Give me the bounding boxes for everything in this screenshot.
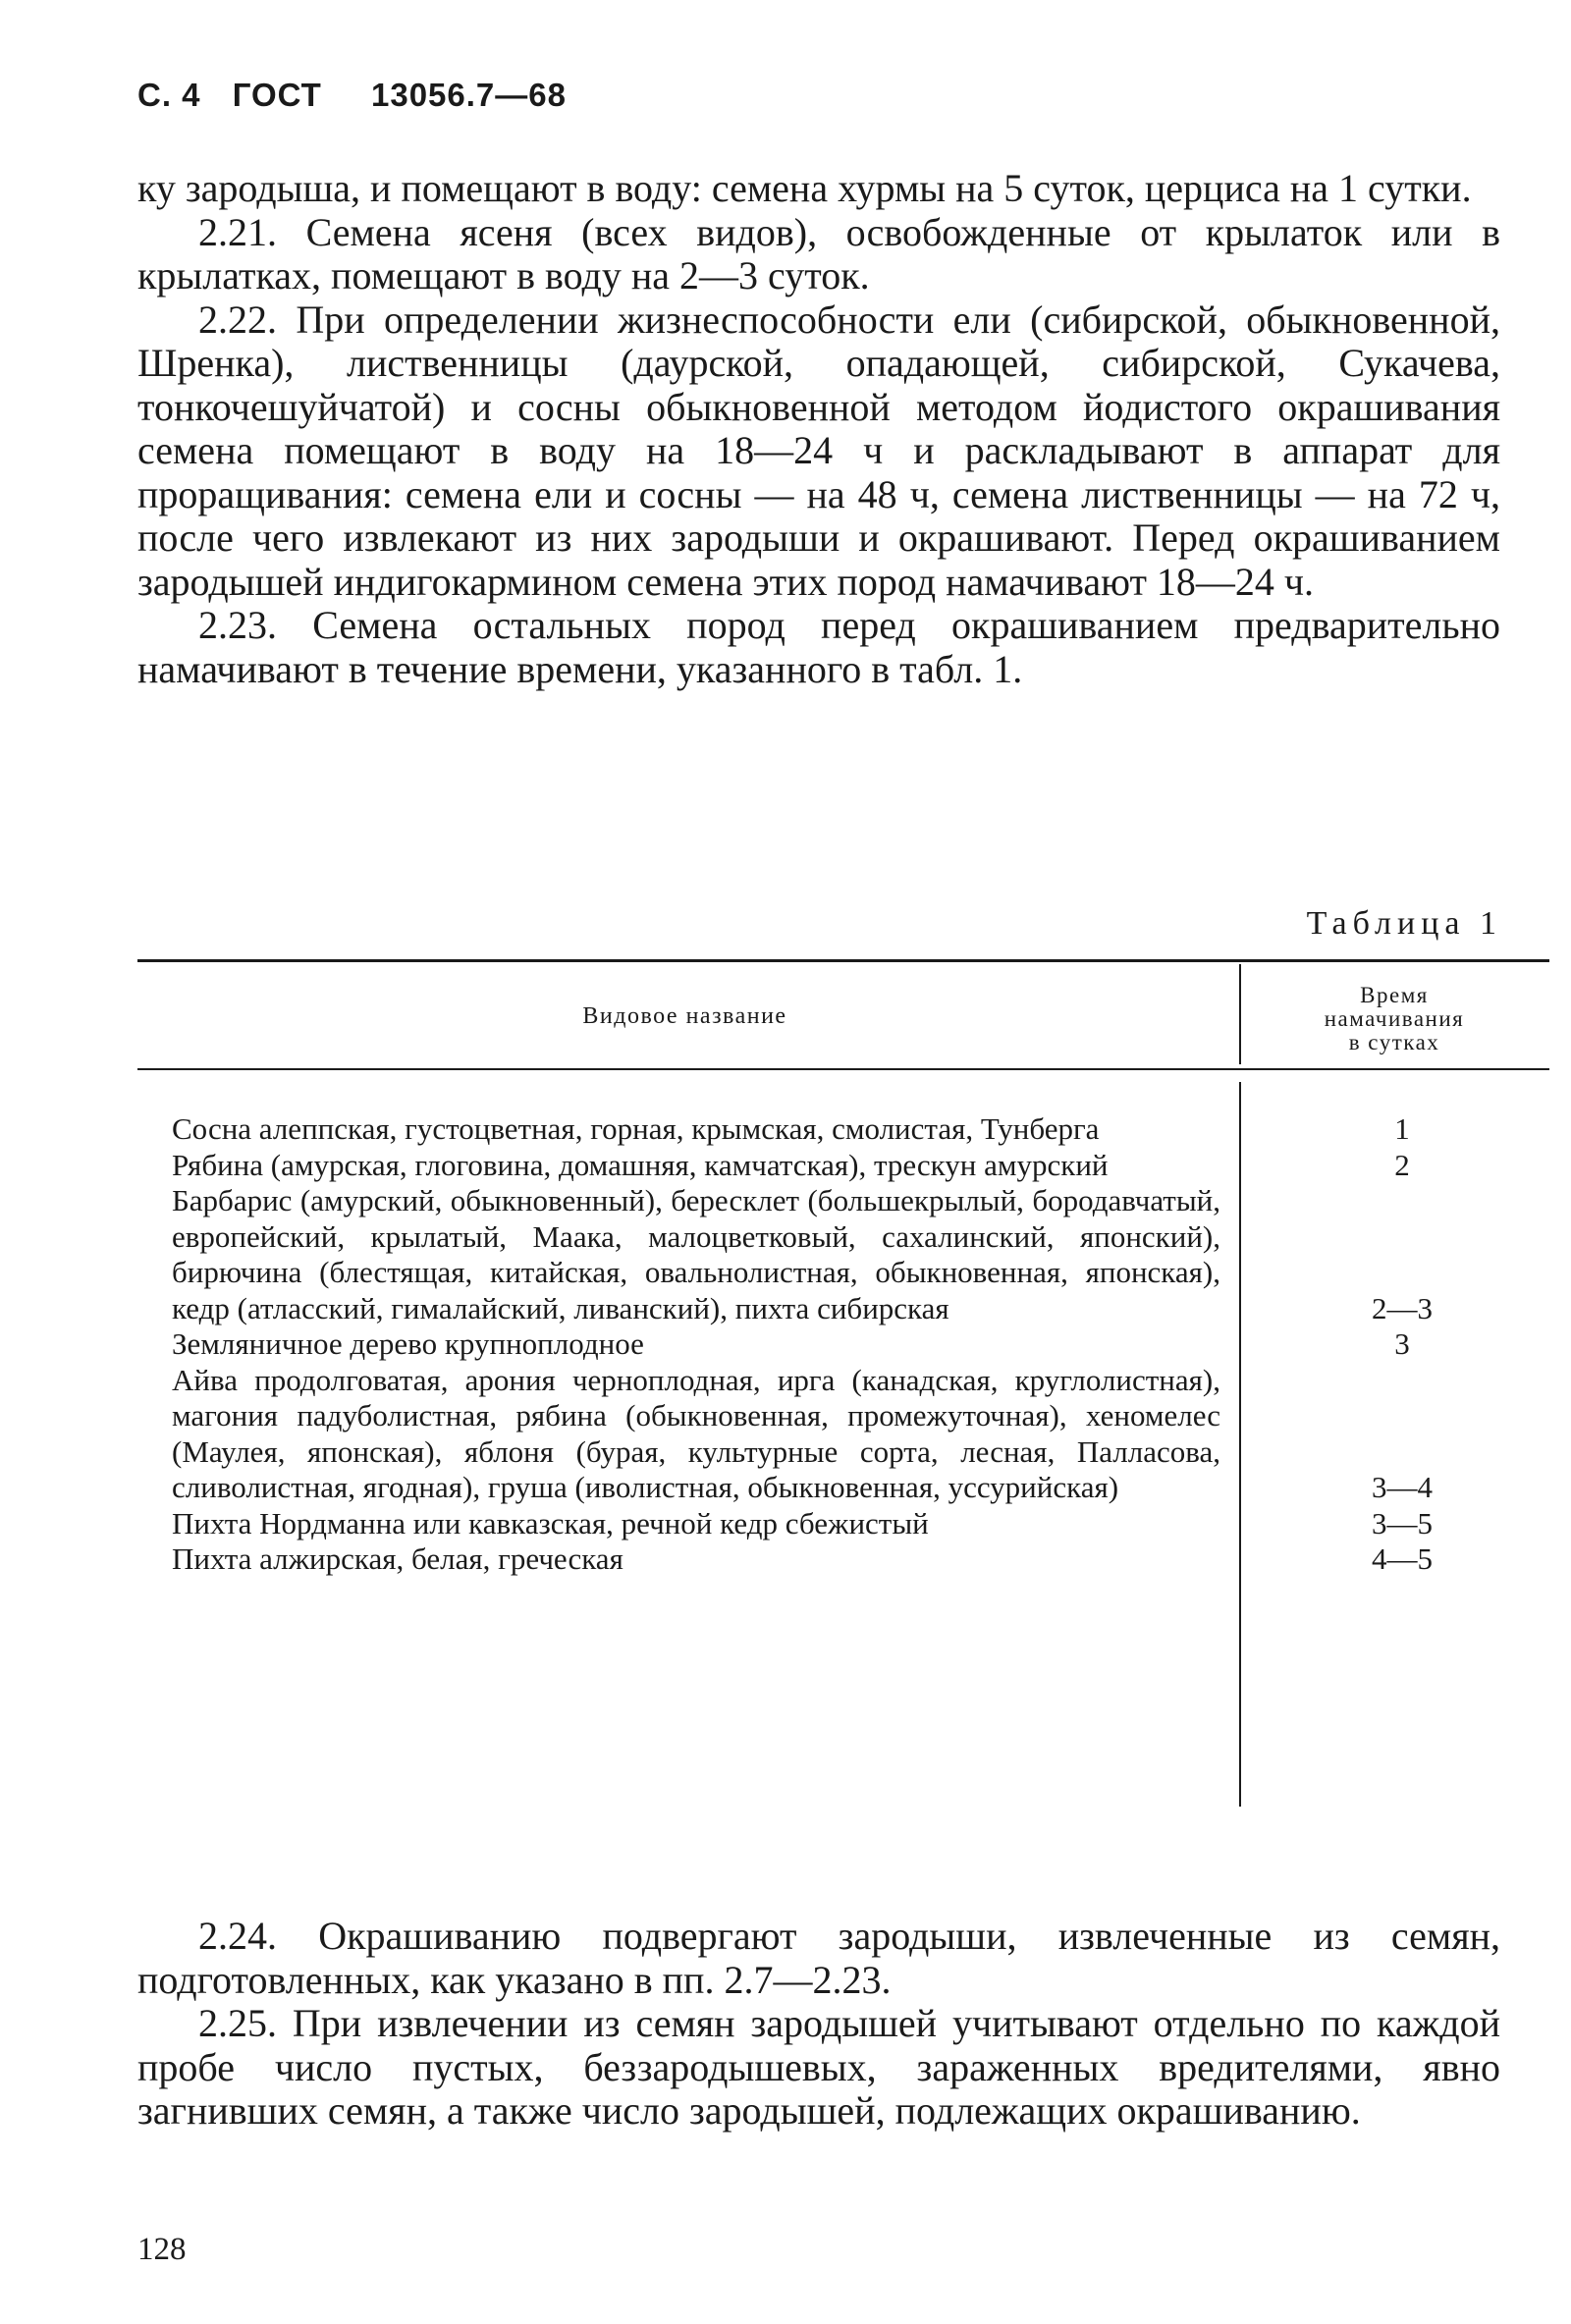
species-name: Земляничное дерево крупноплодное — [172, 1326, 644, 1361]
soak-time: 3—5 — [1372, 1505, 1433, 1540]
standard-label: ГОСТ — [232, 77, 322, 113]
paragraph-2-22: 2.22. При определении жизнеспособности ели (сибирской, обыкновенной, Шренка), лиственницы (даурской, опадающей, сибирской, Сукачева, тонкочешуйчатой) и сосны обыкновенной методом йодистого окрашивания семена помещают в воду на 18—24 ч и раскладывают в аппарат для проращивания: семена ели и сосны — на 48 ч, семена лиственницы — на 72 ч, после чего извлекают из них зародыши и окрашивают. Перед окрашиванием зародышей индигокармином семена этих пород намачивают 18—24 ч. — [137, 297, 1500, 604]
species-name: Пихта Нордманна или кавказская, речной кедр сбежистый — [172, 1505, 929, 1540]
table-row — [137, 1506, 1549, 1542]
soak-time: 4—5 — [1372, 1541, 1433, 1576]
table-header-rule — [137, 1068, 1549, 1070]
soak-time: 1 — [1394, 1111, 1410, 1146]
table-row — [137, 1111, 1549, 1148]
paragraph-2-23: 2.23. Семена остальных пород перед окрашиванием предварительно намачивают в течение времени, указанного в табл. 1. — [137, 603, 1500, 691]
table-row — [137, 1541, 1549, 1578]
table-top-rule — [137, 959, 1549, 962]
species-name: Барбарис (амурский, обыкновенный), бересклет (большекрылый, бородавчатый, европейский, крылатый, Маака, малоцветковый, сахалинский, японский), бирючина (блестящая, китайская, овальнолистная, обыкновенная, японская), кедр (атласский, гималайский, ливанский), пихта сибирская — [172, 1183, 1220, 1325]
table-row — [137, 1148, 1549, 1184]
top-text-block — [137, 167, 1500, 691]
page-number: 128 — [137, 2232, 187, 2267]
species-name: Сосна алеппская, густоцветная, горная, крымская, смолистая, Тунберга — [172, 1111, 1100, 1146]
column-header-time-line2: намачивания — [1324, 1006, 1465, 1031]
column-header-name: Видовое название — [582, 1003, 787, 1029]
table-row — [137, 1183, 1549, 1326]
page-label: С. 4 — [137, 77, 201, 113]
column-header-time-line3: в сутках — [1348, 1030, 1440, 1054]
soak-time: 3 — [1394, 1326, 1410, 1361]
column-header-time — [1239, 984, 1549, 1054]
page-header — [137, 77, 588, 114]
table-body — [137, 1111, 1549, 1578]
paragraph-continuation: ку зародыша, и помещают в воду: семена хурмы на 5 суток, церциса на 1 сутки. — [137, 166, 1472, 210]
species-name: Пихта алжирская, белая, греческая — [172, 1541, 623, 1576]
soak-time: 2—3 — [1372, 1290, 1433, 1325]
table-row — [137, 1326, 1549, 1363]
species-name: Рябина (амурская, глоговина, домашняя, камчатская), трескун амурский — [172, 1147, 1109, 1182]
bottom-text-block — [137, 1915, 1500, 2134]
species-name: Айва продолговатая, арония черноплодная, ирга (канадская, круглолистная), магония падуболистная, рябина (обыкновенная, промежуточная), хеномелес (Маулея, японская), яблоня (бурая, культурные сорта, лесная, Палласова, сливолистная, ягодная), груша (иволистная, обыкновенная, уссурийская) — [172, 1362, 1220, 1504]
soak-time: 2 — [1394, 1147, 1410, 1182]
paragraph-2-25: 2.25. При извлечении из семян зародышей учитывают отдельно по каждой пробе число пустых, беззародышевых, зараженных вредителями, явно загнивших семян, а также число зародышей, подлежащих окрашиванию. — [137, 2001, 1500, 2133]
standard-number: 13056.7—68 — [370, 77, 567, 113]
soak-time: 3—4 — [1372, 1470, 1433, 1504]
paragraph-2-21: 2.21. Семена ясеня (всех видов), освобожденные от крылаток или в крылатках, помещают в воду на 2—3 суток. — [137, 209, 1500, 297]
paragraph-2-24: 2.24. Окрашиванию подвергают зародыши, извлеченные из семян, подготовленных, как указано в пп. 2.7—2.23. — [137, 1914, 1500, 2002]
table-caption: Таблица 1 — [1306, 905, 1502, 942]
column-header-time-line1: Время — [1360, 983, 1429, 1007]
table-row — [137, 1363, 1549, 1506]
